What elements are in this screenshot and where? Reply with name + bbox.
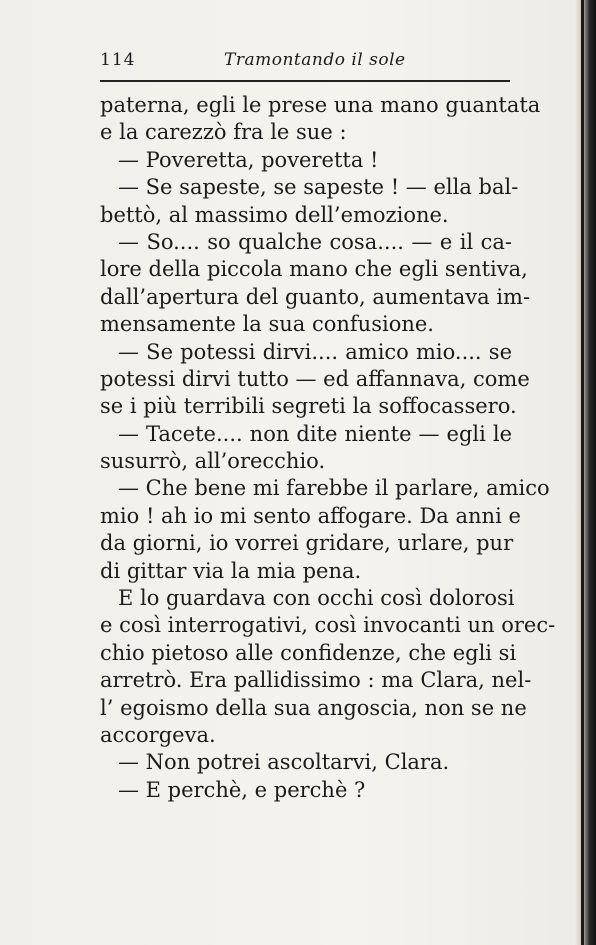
- text-line: susurrò, all’orecchio.: [100, 449, 326, 474]
- page-number: 114: [100, 50, 136, 70]
- body-text: [100, 92, 556, 804]
- text-line: paterna, egli le prese una mano guantata: [100, 93, 541, 117]
- text-line: di gittar via la mia pena.: [100, 558, 362, 583]
- text-line: mio ! ah io mi sento affogare. Da anni e: [100, 503, 521, 528]
- text-line: se i più terribili segreti la soffocassero.: [100, 394, 517, 419]
- book-spine-shadow: [574, 0, 596, 945]
- text-line: — Non potrei ascoltarvi, Clara.: [118, 750, 450, 775]
- text-line: dall’apertura del guanto, aumentava im-: [100, 284, 531, 309]
- text-line: chio pietoso alle confidenze, che egli si: [100, 640, 517, 665]
- text-line: l’ egoismo della sua angoscia, non se ne: [100, 695, 527, 720]
- text-line: — E perchè, e perchè ?: [118, 777, 366, 802]
- text-line: lore della piccola mano che egli sentiva,: [100, 257, 528, 282]
- text-line: — Se potessi dirvi.... amico mio.... se: [118, 339, 512, 364]
- text-line: e la carezzò fra le sue :: [100, 120, 347, 145]
- text-line: mensamente la sua confusione.: [100, 312, 434, 337]
- page-header: [100, 46, 510, 72]
- text-line: — Se sapeste, se sapeste ! — ella bal-: [118, 175, 519, 200]
- text-line: accorgeva.: [100, 722, 216, 747]
- text-line: — Che bene mi farebbe il parlare, amico: [118, 476, 550, 501]
- text-line: da giorni, io vorrei gridare, urlare, pur: [100, 531, 514, 556]
- book-binding-edge: [581, 0, 584, 945]
- text-line: E lo guardava con occhi così dolorosi: [118, 586, 515, 611]
- text-line: — Tacete.... non dite niente — egli le: [118, 421, 512, 446]
- text-line: e così interrogativi, così invocanti un orec-: [100, 613, 556, 638]
- header-rule: [100, 80, 510, 82]
- text-line: arretrò. Era pallidissimo : ma Clara, nel-: [100, 668, 532, 693]
- running-title: Tramontando il sole: [224, 50, 406, 70]
- text-line: — So.... so qualche cosa.... — e il ca-: [118, 229, 512, 254]
- text-line: — Poveretta, poveretta !: [118, 147, 379, 172]
- text-line: bettò, al massimo dell’emozione.: [100, 202, 449, 227]
- text-line: potessi dirvi tutto — ed affannava, come: [100, 366, 530, 391]
